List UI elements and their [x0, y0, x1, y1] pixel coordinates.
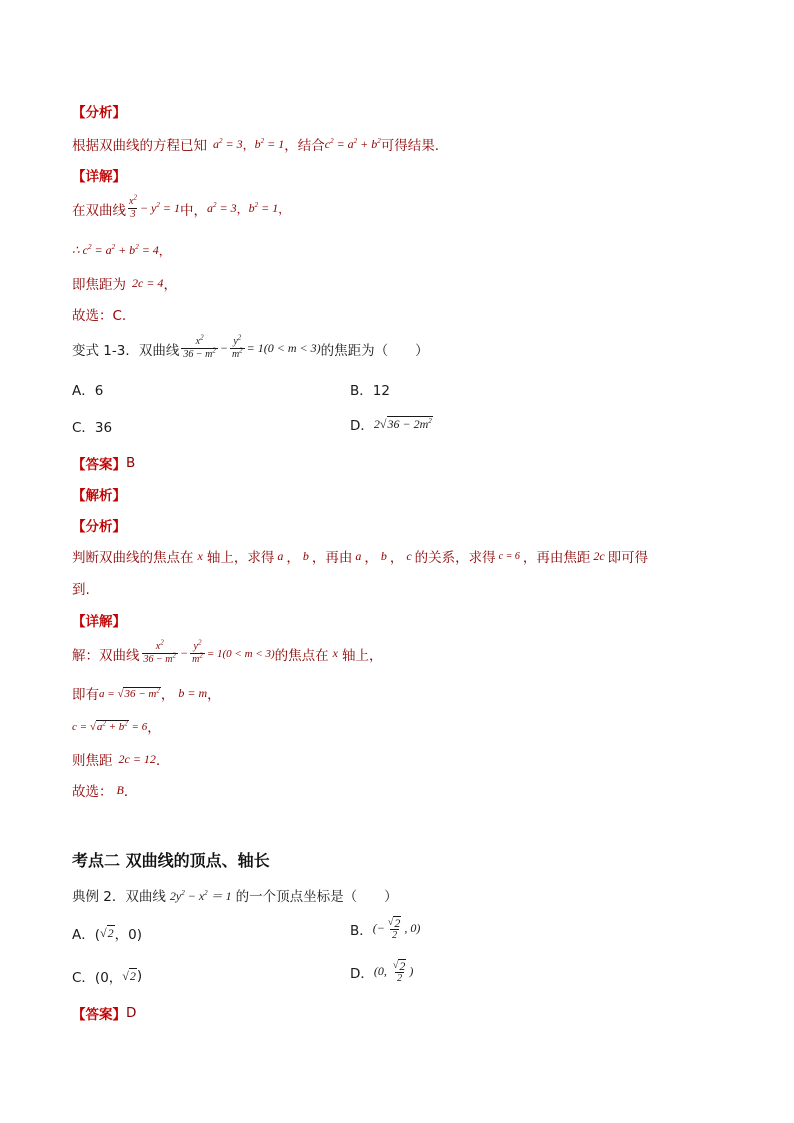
detail-choose: 故选：C.	[72, 308, 127, 324]
detail-line-2: ∴ $c^2 = a^2 + b^2 = 4$ ，	[72, 243, 171, 258]
example2-option-b: B． (− √ 2 2 , 0)	[350, 916, 421, 941]
option-d: D． 2√ $36 - 2m^2$	[350, 417, 432, 434]
detail2-line-2: 即有 a = √ $36 - m^2$ ， b = m ，	[72, 685, 221, 703]
option-a: A．6	[72, 383, 104, 399]
fraction-x2-over-36-m2-b: $\frac{x^2}{36 - m^2}$	[143, 638, 176, 665]
detail2-tag: 【详解】	[72, 614, 126, 630]
detail-tag: 【详解】	[72, 169, 126, 185]
section-title: 考点二 双曲线的顶点、轴长	[72, 851, 270, 870]
variant-question: 变式 1-3．双曲线 $\frac{x^2}{36 - m^2}$ − $\frac{y^2}{m^2}$ = 1(0 < m < 3) 的焦距为（ ）	[72, 333, 429, 360]
formula-a2: $a^2 = 3$	[213, 136, 243, 151]
example2-option-c: C．(0， √ 2 )	[72, 968, 143, 986]
analysis-text: 根据双曲线的方程已知 $a^2 = 3$ ， $b^2 = 1$ ，结合 $c^2 = a^2 + b^2$ 可得结果.	[72, 136, 440, 154]
example2-option-a: A．( √ 2 ，0)	[72, 926, 142, 943]
formula-condition: = 1(0 < m < 3)	[246, 341, 321, 355]
formula-b-m: b = m	[178, 685, 208, 700]
detail-line-3: 即焦距为 2c = 4 ，	[72, 275, 177, 293]
fraction-x2-over-3: $\frac{x^2}{3}$	[129, 193, 137, 220]
example2-question: 典例 2．双曲线 $2y^2 - x^2 = 1$ 的一个顶点坐标是（ ）	[72, 888, 398, 905]
jiexi-tag: 【解析】	[72, 488, 126, 504]
formula-sqrt2-a: √ 2	[100, 926, 114, 940]
detail2-choose: 故选： B ．	[72, 782, 138, 800]
formula-sqrt2-c: √ 2	[122, 969, 136, 983]
fraction-y2-over-m2: $\frac{y^2}{m^2}$	[231, 333, 243, 360]
detail2-line-3: c = √ $a^2 + b^2$ = 6 ，	[72, 718, 161, 736]
formula-a2-value: $a^2 = 3$	[207, 201, 237, 215]
formula-2c: 2c = 4	[132, 275, 164, 290]
formula-a-value: a = √ $36 - m^2$	[99, 685, 160, 700]
formula-option-d2: (0, √ 2 2 )	[373, 959, 414, 984]
fraction-y2-over-m2-b: $\frac{y^2}{m^2}$	[192, 638, 203, 665]
formula-option-b: (− √ 2 2 , 0)	[372, 916, 421, 941]
formula-option-d: 2√ $36 - 2m^2$	[373, 417, 432, 431]
formula-c-value: c = √ $a^2 + b^2$ = 6	[72, 718, 148, 733]
formula-condition-b: = 1(0 < m < 3)	[206, 647, 275, 660]
formula-2y2-x2: $2y^2 - x^2 = 1$	[169, 888, 232, 903]
formula-b2: $b^2 = 1$	[254, 136, 285, 151]
answer-2: 【答案】 D	[72, 1005, 137, 1023]
formula-b2-value: $b^2 = 1$	[248, 201, 279, 215]
formula-c2: $c^2 = a^2 + b^2$	[324, 136, 381, 151]
formula-hyperbola: − $y^2 = 1$	[139, 201, 180, 215]
detail2-line-1: 解：双曲线 $\frac{x^2}{36 - m^2}$ − $\frac{y^2}{m^2}$ = 1(0 < m < 3) 的焦点在 x 轴上，	[72, 638, 383, 665]
fraction-x2-over-36-m2: $\frac{x^2}{36 - m^2}$	[183, 333, 216, 360]
option-b: B．12	[350, 383, 390, 399]
formula-c2-sum: ∴ $c^2 = a^2 + b^2 = 4$	[72, 243, 159, 257]
option-c: C．36	[72, 420, 113, 436]
analysis-tag: 【分析】	[72, 105, 126, 121]
detail-line-1: 在双曲线 $\frac{x^2}{3}$ − $y^2 = 1$ 中， $a^2 = 3$ ， $b^2 = 1$ ，	[72, 193, 291, 220]
analysis2-tag: 【分析】	[72, 519, 126, 535]
example2-option-d: D． (0, √ 2 2 )	[350, 959, 414, 984]
detail2-line-4: 则焦距 2c = 12 ．	[72, 751, 170, 769]
analysis2-line-1: 判断双曲线的焦点在 x 轴上，求得 a ， b ，再由 a ， b ， c 的关系，求得 c = 6 ，再由焦距 2c 即可得	[72, 548, 649, 566]
analysis2-line-2: 到.	[72, 582, 90, 598]
formula-c-6: c = 6	[498, 550, 520, 562]
formula-2c-12: 2c = 12	[118, 751, 156, 766]
answer-1: 【答案】 B	[72, 455, 136, 473]
